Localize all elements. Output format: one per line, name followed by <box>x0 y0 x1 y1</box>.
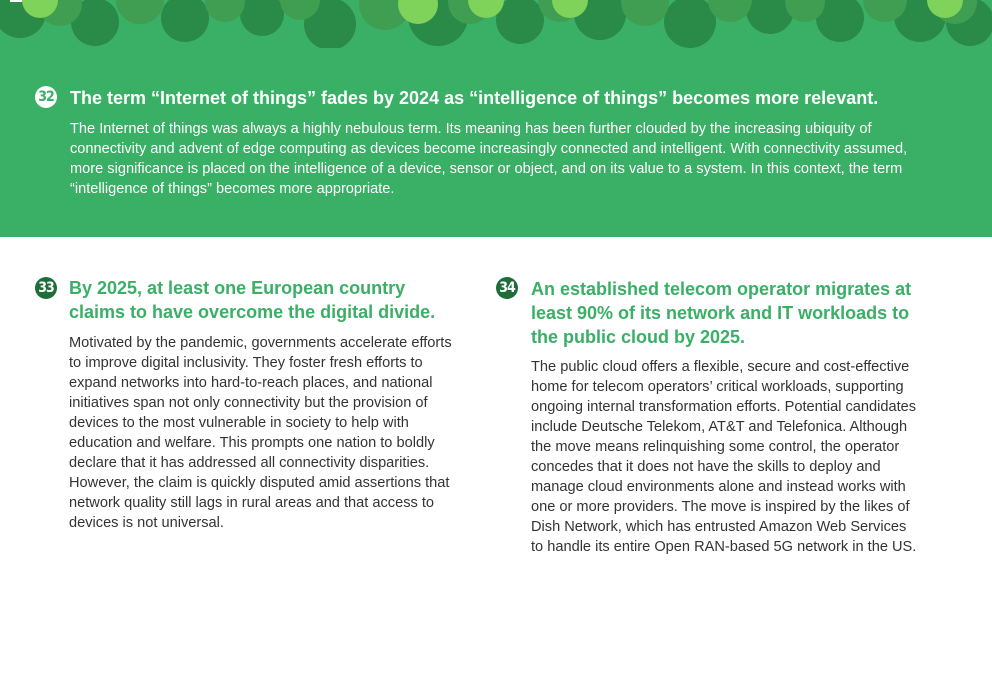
item-number-badge: 32 <box>35 86 57 108</box>
prediction-headline: The term “Internet of things” fades by 2024 as “intelligence of things” becomes more relevant. <box>70 88 879 108</box>
prediction-body: The public cloud offers a flexible, secure and cost-effective home for telecom operators’ critical workloads, supporting ongoing internal transformation efforts. Potential candidates include Deutsche Telekom, AT&T and Telefonica. Although the move means relinquishing some control, the operator concedes that it does not have the skills to deploy and manage cloud environments alone and instead works with one or more providers. The move is inspired by the likes of Dish Network, which has entrusted Amazon Web Services to handle its entire Open RAN-based 5G network in the US. <box>531 359 917 555</box>
prediction-headline: An established telecom operator migrates at least 90% of its network and IT workloads to the public cloud by 2025. <box>531 279 912 347</box>
tree-canopy-illustration <box>0 0 992 48</box>
prediction-32-panel <box>0 0 992 237</box>
item-number-badge: 34 <box>496 277 518 299</box>
prediction-headline: By 2025, at least one European country claims to have overcome the digital divide. <box>69 278 436 322</box>
prediction-body: The Internet of things was always a highly nebulous term. Its meaning has been further clouded by the increasing ubiquity of connectivity and advent of edge computing as devices become increasingly connected and intelligent. With connectivity assumed, more significance is placed on the intelligence of a device, sensor or object, and on its value to a system. In this context, the term “intelligence of things” becomes more appropriate. <box>70 121 908 197</box>
prediction-body: Motivated by the pandemic, governments accelerate efforts to improve digital inclusivity. They foster fresh efforts to expand networks into hard-to-reach places, and national initiatives span not only connectivity but the provision of devices to the most vulnerable in society to help with education and welfare. This prompts one nation to boldly declare that it has addressed all connectivity disparities. However, the claim is quickly disputed amid assertions that network quality still lags in rural areas and that access to devices is not universal. <box>69 335 452 531</box>
item-number-badge: 33 <box>35 277 57 299</box>
